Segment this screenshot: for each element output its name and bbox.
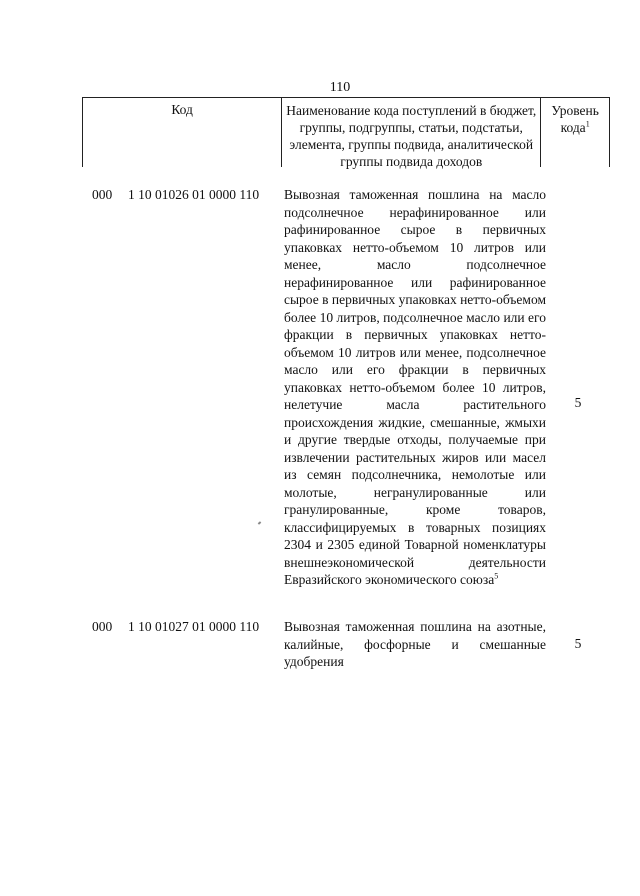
header-level-footnote: 1 [585, 119, 590, 129]
row-admin-code: 000 [92, 187, 113, 202]
header-name-label: Наименование кода поступлений в бюджет, группы, подгруппы, статьи, подстатьи, элемента, группы подвида, аналитической группы подвида доходов [286, 103, 537, 169]
row-admin-code: 000 [92, 619, 113, 634]
row-description-text: Вывозная таможенная пошлина на азотные, калийные, фосфорные и смешанные удобрения [284, 619, 546, 669]
row-level [546, 618, 610, 671]
row-level-value: 5 [574, 395, 582, 410]
header-name [282, 98, 541, 167]
row-income-code: 1 10 01027 01 0000 110 [128, 619, 260, 634]
table-header [82, 97, 610, 167]
header-code [83, 98, 282, 167]
row-description [284, 618, 546, 671]
table-row [92, 618, 610, 671]
row-description [284, 186, 546, 589]
row-income-code: 1 10 01026 01 0000 110 [128, 187, 260, 202]
row-level [546, 186, 610, 589]
row-footnote: 5 [494, 571, 499, 581]
table-row [92, 186, 610, 589]
header-level-label: Уровень кода [551, 103, 599, 135]
row-level-value: 5 [574, 636, 582, 651]
header-level [541, 98, 609, 167]
row-description-text: Вывозная таможенная пошлина на масло подсолнечное нерафинированное или рафинированное сырое в первичных упаковках нетто-объемом 10 литров или менее, масло подсолнечное нерафинированное или рафинированное сырое в первичных упаковках нетто-объемом более 10 литров, подсолнечное масло или его фракции в первичных упаковках нетто-объемом 10 литров или менее, подсолнечное масло или его фракции в первичных упаковках нетто-объемом более 10 литров, нелетучие масла растительного происхождения жидкие, смешанные, жмыхи и другие твердые отходы, получаемые при извлечении растительных жиров или масел из семян подсолнечника, немолотые или молотые, негранулированные или гранулированные, кроме товаров, классифицируемых в товарных позициях 2304 и 2305 единой Товарной номенклатуры внешнеэкономической деятельности Евразийского экономического союза [284, 187, 546, 587]
page-number: 110 [329, 80, 351, 95]
header-code-label: Код [171, 102, 193, 117]
